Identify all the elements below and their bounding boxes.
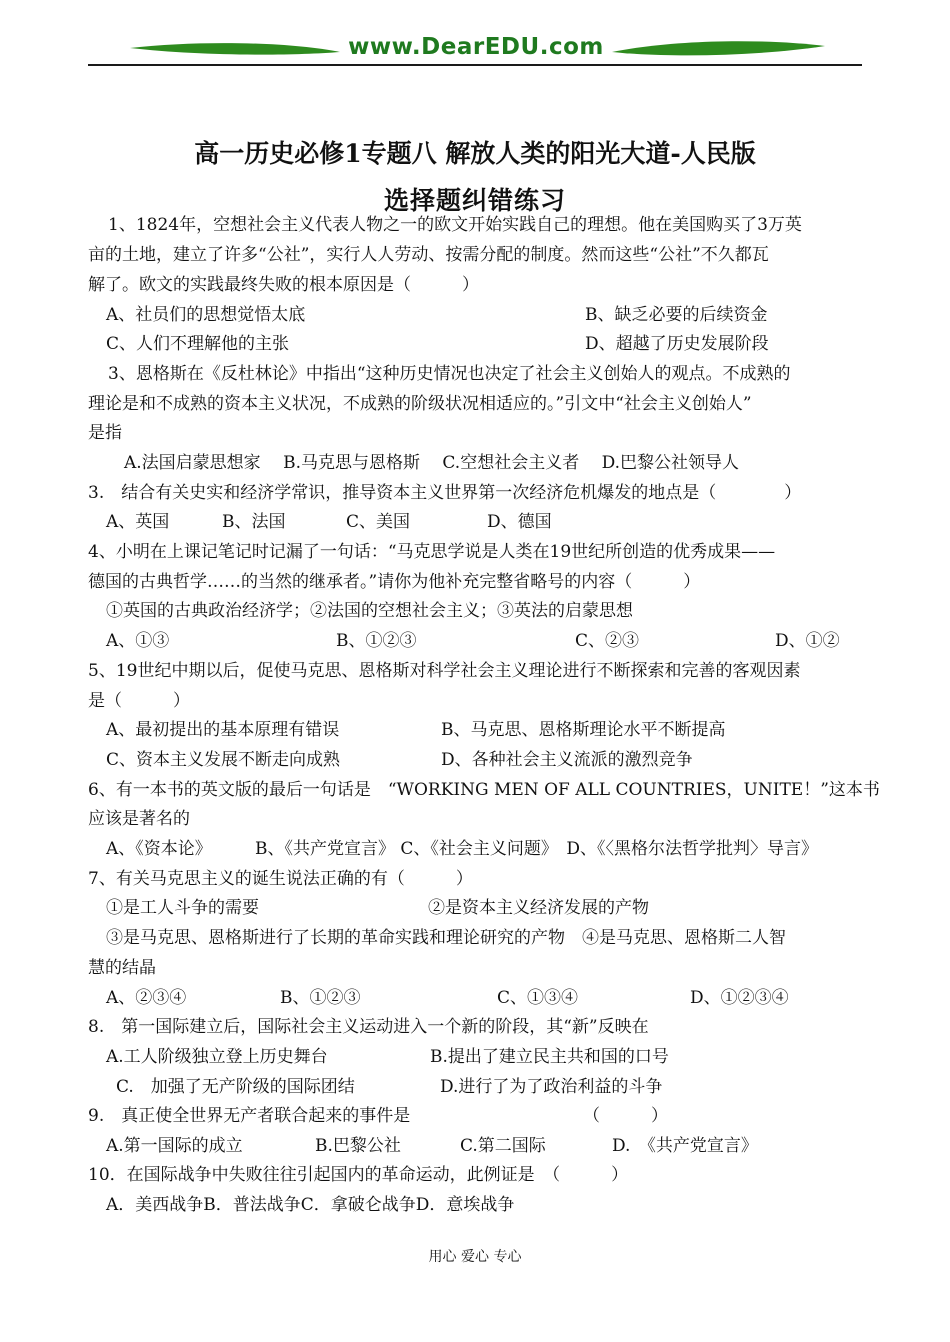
q7-option-b: B、①②③ <box>280 988 361 1008</box>
document-subtitle: 选择题纠错练习 <box>383 186 566 215</box>
q10-options: A．美西战争B．普法战争C．拿破仑战争D．意埃战争 <box>106 1195 515 1215</box>
site-logo-text[interactable]: www.DearEDU.com <box>348 34 604 60</box>
q7-option-d: D、①②③④ <box>690 988 789 1008</box>
q9-answer-blank: （ ） <box>583 1106 668 1126</box>
q10-stem: 10．在国际战争中失败往往引起国内的革命运动，此例证是 （ ） <box>88 1165 629 1185</box>
q6-options-bcd: B、《共产党宣言》 C、《社会主义问题》 D、《〈黑格尔法哲学批判〉导言》 <box>255 839 819 859</box>
q7-choice-1: ①是工人斗争的需要 <box>106 898 259 918</box>
q6-stem-line1: 6、有一本书的英文版的最后一句话是 “WORKING MEN OF ALL COUNTRIES，UNITE！”这本书 <box>88 780 880 800</box>
q3-options: A.法国启蒙思想家 B.马克思与恩格斯 C.空想社会主义者 D.巴黎公社领导人 <box>124 453 740 473</box>
q1-option-a: A、社员们的思想觉悟太底 <box>106 305 306 325</box>
q3-stem-line1: 3、恩格斯在《反杜林论》中指出“这种历史情况也决定了社会主义创始人的观点。不成熟的 <box>108 364 791 384</box>
header-divider <box>88 64 862 66</box>
page-footer: 用心 爱心 专心 <box>428 1249 522 1265</box>
q5-option-d: D、各种社会主义流派的激烈竞争 <box>441 750 693 770</box>
page-header <box>0 0 950 72</box>
q1-option-c: C、人们不理解他的主张 <box>106 334 290 354</box>
q8-option-a: A.工人阶级独立登上历史舞台 <box>106 1047 328 1067</box>
q3-stem-line2: 理论是和不成熟的资本主义状况，不成熟的阶级状况相适应的。”引文中“社会主义创始人” <box>88 394 752 414</box>
q9-option-a: A.第一国际的成立 <box>106 1136 243 1156</box>
q7-stem: 7、有关马克思主义的诞生说法正确的有（ ） <box>88 869 473 889</box>
document-title: 高一历史必修1专题八 解放人类的阳光大道-人民版 <box>194 139 756 168</box>
q5-option-a: A、最初提出的基本原理有错误 <box>106 720 340 740</box>
q5-stem-line2: 是（ ） <box>88 691 190 711</box>
q4-option-b: B、①②③ <box>336 631 417 651</box>
q6-option-a: A、《资本论》 <box>106 839 212 859</box>
q3b-option-d: D、德国 <box>487 512 552 532</box>
q4-option-a: A、①③ <box>106 631 170 651</box>
q7-option-a: A、②③④ <box>106 988 187 1008</box>
q7-choice-2: ②是资本主义经济发展的产物 <box>428 898 649 918</box>
q3b-option-b: B、法国 <box>222 512 286 532</box>
q1-stem-line3: 解了。欧文的实践最终失败的根本原因是（ ） <box>88 275 479 295</box>
q8-option-c: C. 加强了无产阶级的国际团结 <box>116 1077 355 1097</box>
q3b-option-c: C、美国 <box>346 512 411 532</box>
q8-option-b: B.提出了建立民主共和国的口号 <box>430 1047 669 1067</box>
q3-stem-line3: 是指 <box>88 423 122 443</box>
q9-option-d: D. 《共产党宣言》 <box>612 1136 758 1156</box>
q3b-stem: 3. 结合有关史实和经济学常识，推导资本主义世界第一次经济危机爆发的地点是（ ） <box>88 483 802 503</box>
q8-stem: 8. 第一国际建立后，国际社会主义运动进入一个新的阶段，其“新”反映在 <box>88 1017 649 1037</box>
q3b-option-a: A、英国 <box>106 512 170 532</box>
q4-option-c: C、②③ <box>575 631 640 651</box>
q1-option-b: B、缺乏必要的后续资金 <box>585 305 768 325</box>
q1-stem-line1: 1、1824年，空想社会主义代表人物之一的欧文开始实践自己的理想。他在美国购买了3万英 <box>108 215 802 235</box>
q9-option-c: C.第二国际 <box>460 1136 546 1156</box>
q7-option-c: C、①③④ <box>497 988 579 1008</box>
q4-option-d: D、①② <box>775 631 840 651</box>
q8-option-d: D.进行了为了政治利益的斗争 <box>440 1077 663 1097</box>
q5-option-b: B、马克思、恩格斯理论水平不断提高 <box>441 720 726 740</box>
q4-stem-line1: 4、小明在上课记笔记时记漏了一句话：“马克思学说是人类在19世纪所创造的优秀成果—— <box>88 542 776 562</box>
q5-option-c: C、资本主义发展不断走向成熟 <box>106 750 341 770</box>
q6-stem-line2: 应该是著名的 <box>88 809 190 829</box>
q9-stem: 9. 真正使全世界无产者联合起来的事件是 <box>88 1106 411 1126</box>
q1-stem-line2: 亩的土地，建立了许多“公社”，实行人人劳动、按需分配的制度。然而这些“公社”不久都瓦 <box>88 245 769 265</box>
q5-stem-line1: 5、19世纪中期以后，促使马克思、恩格斯对科学社会主义理论进行不断探索和完善的客观因素 <box>88 661 801 681</box>
q7-choices-3-4: ③是马克思、恩格斯进行了长期的革命实践和理论研究的产物 ④是马克思、恩格斯二人智 <box>106 928 786 948</box>
q4-stem-line2: 德国的古典哲学……的当然的继承者。”请你为他补充完整省略号的内容（ ） <box>88 572 701 592</box>
q4-choices: ①英国的古典政治经济学；②法国的空想社会主义；③英法的启蒙思想 <box>106 601 633 621</box>
q1-option-d: D、超越了历史发展阶段 <box>585 334 769 354</box>
q7-choices-cont: 慧的结晶 <box>88 958 156 978</box>
q9-option-b: B.巴黎公社 <box>315 1136 401 1156</box>
